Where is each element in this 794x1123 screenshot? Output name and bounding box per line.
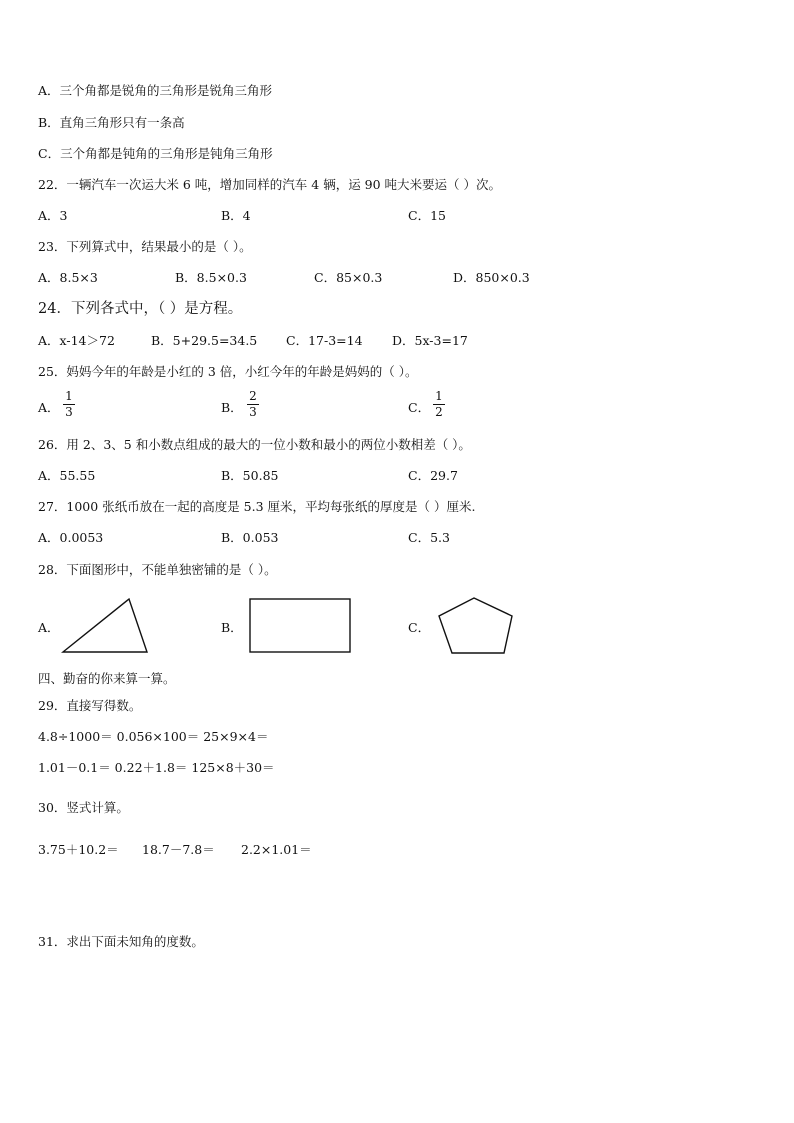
q23-option-a: A．8.5×3 bbox=[38, 270, 98, 285]
option-b-text: B．直角三角形只有一条高 bbox=[38, 115, 185, 130]
q22-option-a: A．3 bbox=[38, 208, 68, 223]
q23-stem: 23．下列算式中，结果最小的是（ ）。 bbox=[38, 239, 252, 254]
q24-stem: 24．下列各式中，（ ）是方程。 bbox=[38, 301, 243, 317]
q27-option-a: A．0.0053 bbox=[38, 530, 104, 545]
q23-option-d: D．850×0.3 bbox=[453, 270, 530, 285]
q27-stem: 27．1000 张纸币放在一起的高度是 5.3 厘米，平均每张纸的厚度是（ ）厘米. bbox=[38, 499, 476, 514]
section-four-title: 四、勤奋的你来算一算。 bbox=[38, 671, 176, 686]
q29-row-2: 1.01－0.1＝ 0.22＋1.8＝ 125×8＋30＝ bbox=[38, 760, 275, 775]
q25-option-a-label: A． bbox=[38, 400, 60, 415]
fraction-denominator: 2 bbox=[435, 405, 443, 419]
q25-fraction-c bbox=[433, 390, 445, 419]
q25-fraction-a bbox=[63, 390, 75, 419]
q31-stem: 31．求出下面未知角的度数。 bbox=[38, 934, 204, 949]
q25-option-b-label: B． bbox=[221, 400, 243, 415]
fraction-numerator: 1 bbox=[435, 389, 443, 403]
q30-item-2: 18.7－7.8＝ bbox=[142, 842, 215, 857]
q26-option-c: C．29.7 bbox=[408, 468, 458, 483]
q30-stem: 30．竖式计算。 bbox=[38, 800, 129, 815]
q22-option-c: C．15 bbox=[408, 208, 446, 223]
q24-option-c: C．17-3=14 bbox=[286, 333, 363, 348]
q28-stem: 28．下面图形中，不能单独密铺的是（ ）。 bbox=[38, 562, 277, 577]
q29-row-1: 4.8÷1000＝ 0.056×100＝ 25×9×4＝ bbox=[38, 729, 269, 744]
q24-option-a: A．x-14＞72 bbox=[38, 333, 115, 348]
rectangle-figure bbox=[248, 597, 354, 655]
q30-item-1: 3.75＋10.2＝ bbox=[38, 842, 119, 857]
q25-fraction-b bbox=[247, 390, 259, 419]
q28-option-a-label: A． bbox=[38, 620, 60, 635]
q23-option-c: C．85×0.3 bbox=[314, 270, 383, 285]
option-a-text: A．三个角都是锐角的三角形是锐角三角形 bbox=[38, 83, 273, 98]
fraction-numerator: 2 bbox=[249, 389, 257, 403]
q27-option-b: B．0.053 bbox=[221, 530, 279, 545]
fraction-denominator: 3 bbox=[65, 405, 73, 419]
q26-option-b: B．50.85 bbox=[221, 468, 279, 483]
q25-option-c-label: C． bbox=[408, 400, 431, 415]
pentagon-figure bbox=[436, 596, 516, 656]
q28-option-c-label: C． bbox=[408, 620, 431, 635]
fraction-denominator: 3 bbox=[249, 405, 257, 419]
q28-option-b-label: B． bbox=[221, 620, 243, 635]
fraction-numerator: 1 bbox=[65, 389, 73, 403]
q22-option-b: B．4 bbox=[221, 208, 251, 223]
triangle-figure bbox=[60, 596, 152, 656]
q22-stem: 22．一辆汽车一次运大米 6 吨，增加同样的汽车 4 辆，运 90 吨大米要运（ ）次。 bbox=[38, 177, 502, 192]
q26-option-a: A．55.55 bbox=[38, 468, 96, 483]
option-c-text: C．三个角都是钝角的三角形是钝角三角形 bbox=[38, 146, 273, 161]
q30-item-3: 2.2×1.01＝ bbox=[241, 842, 312, 857]
q24-option-d: D．5x-3=17 bbox=[392, 333, 468, 348]
q23-option-b: B．8.5×0.3 bbox=[175, 270, 247, 285]
q24-option-b: B．5+29.5=34.5 bbox=[151, 333, 258, 348]
q26-stem: 26．用 2、3、5 和小数点组成的最大的一位小数和最小的两位小数相差（ ）。 bbox=[38, 437, 471, 452]
q25-stem: 25．妈妈今年的年龄是小红的 3 倍，小红今年的年龄是妈妈的（ ）。 bbox=[38, 364, 418, 379]
q29-stem: 29．直接写得数。 bbox=[38, 698, 142, 713]
q27-option-c: C．5.3 bbox=[408, 530, 450, 545]
